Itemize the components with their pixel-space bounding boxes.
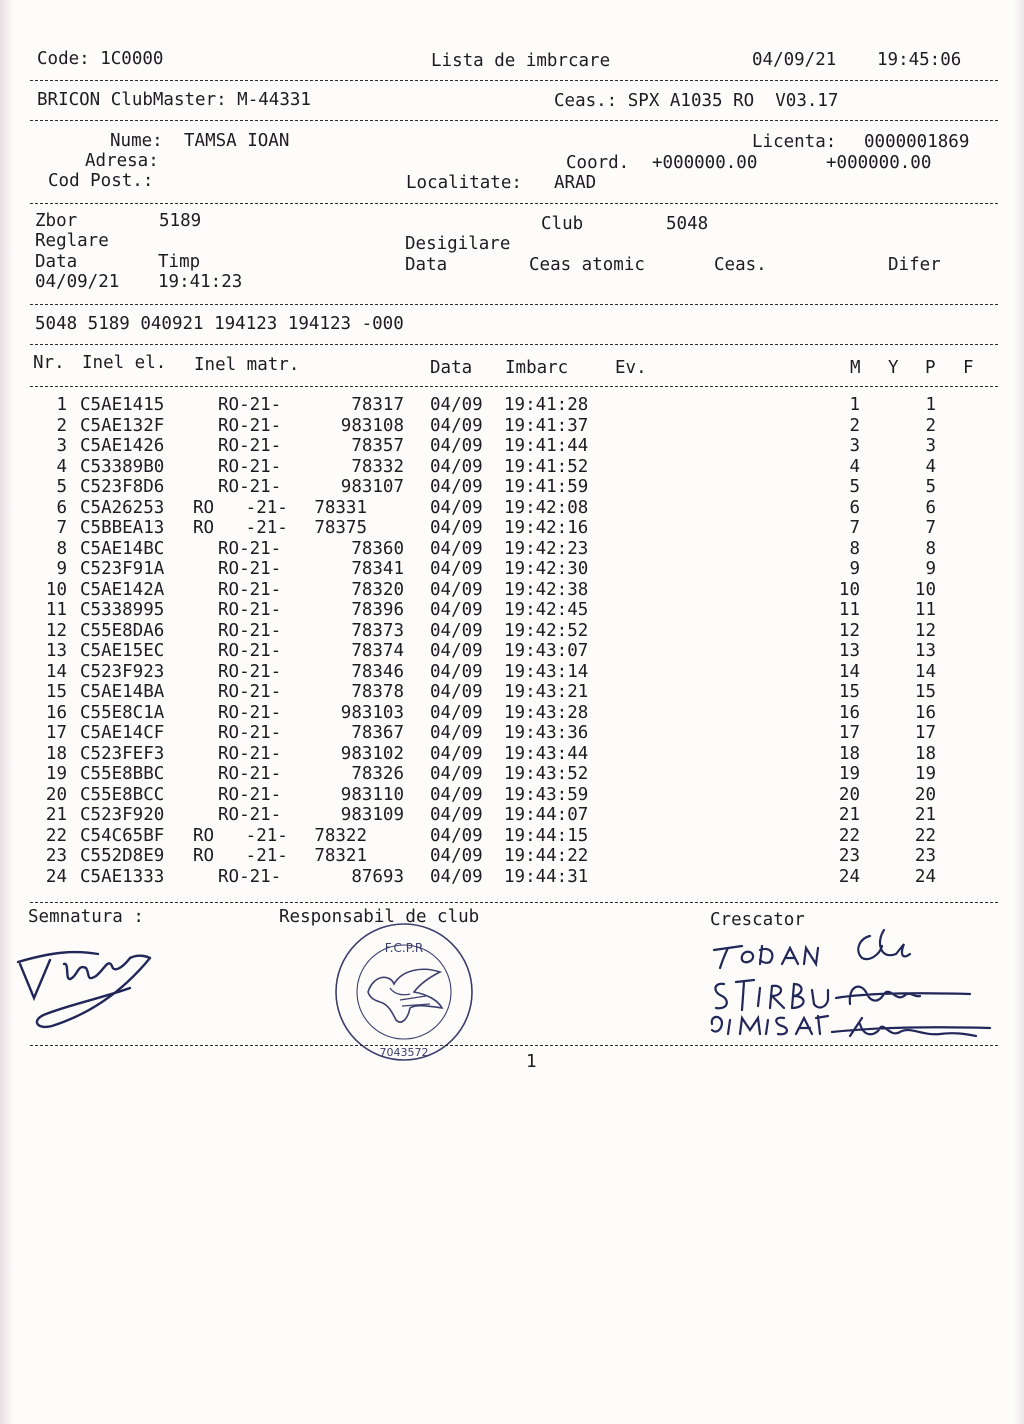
rank-m: 19 xyxy=(838,764,860,784)
arrival-time: 19:41:59 xyxy=(504,477,589,497)
electronic-ring: C5A26253 xyxy=(80,497,165,518)
arrival-date: 04/09 xyxy=(430,538,483,559)
row-number: 6 xyxy=(56,497,67,518)
col-data: Data xyxy=(430,358,473,378)
ring-prefix: RO-21- xyxy=(218,641,282,661)
row-number: 19 xyxy=(45,764,67,784)
arrival-time: 19:42:45 xyxy=(504,600,589,620)
ring-prefix: RO-21- xyxy=(218,805,282,825)
ring-number: 78346 xyxy=(351,661,404,682)
arrival-time: 19:43:14 xyxy=(504,661,589,682)
arrival-date: 04/09 xyxy=(430,579,483,600)
arrival-time: 19:44:15 xyxy=(504,825,589,846)
system-id: BRICON ClubMaster: M-44331 xyxy=(37,90,311,110)
rank-p: 24 xyxy=(914,866,936,887)
row-number: 11 xyxy=(45,600,67,620)
rank-m: 16 xyxy=(838,702,860,723)
rank-p: 20 xyxy=(914,784,936,805)
electronic-ring: C5AE14BC xyxy=(80,538,165,559)
rank-m: 9 xyxy=(849,559,860,579)
rank-m: 17 xyxy=(838,723,860,743)
arrival-time: 19:42:08 xyxy=(504,497,589,518)
unsealing-date-label: Data xyxy=(405,255,448,275)
ring-number: 78341 xyxy=(351,559,404,579)
arrival-time: 19:43:21 xyxy=(504,682,589,702)
code-label: Code: 1C0000 xyxy=(37,49,164,69)
arrival-time: 19:43:36 xyxy=(504,723,589,743)
electronic-ring: C523F91A xyxy=(80,559,165,579)
flight-number: 5189 xyxy=(159,211,202,231)
electronic-ring: C5AE1426 xyxy=(80,436,165,456)
row-number: 22 xyxy=(45,825,67,846)
locality-label: Localitate: xyxy=(406,173,522,193)
col-inel-el: Inel el. xyxy=(82,353,167,373)
divider xyxy=(30,80,998,81)
ring-number: 78373 xyxy=(351,620,404,641)
row-number: 8 xyxy=(56,538,67,559)
arrival-date: 04/09 xyxy=(430,846,483,866)
ring-prefix: RO-21- xyxy=(218,415,282,436)
license-number: 0000001869 xyxy=(864,132,970,152)
clock-label: Ceas. xyxy=(714,255,767,275)
electronic-ring: C5AE132F xyxy=(80,415,165,436)
electronic-ring: C5AE15EC xyxy=(80,641,165,661)
ring-prefix: RO-21- xyxy=(218,784,282,805)
print-time: 19:45:06 xyxy=(877,50,962,70)
print-date: 04/09/21 xyxy=(752,50,837,70)
rank-p: 14 xyxy=(914,661,936,682)
rank-m: 10 xyxy=(838,579,860,600)
rank-p: 5 xyxy=(925,477,936,497)
owner-name: TAMSA IOAN xyxy=(184,131,290,151)
rank-p: 10 xyxy=(914,579,936,600)
row-number: 17 xyxy=(45,723,67,743)
atomic-clock-label: Ceas atomic xyxy=(529,255,645,275)
arrival-time: 19:44:07 xyxy=(504,805,589,825)
arrival-date: 04/09 xyxy=(430,641,483,661)
rank-m: 24 xyxy=(838,866,860,887)
svg-text:7043572: 7043572 xyxy=(379,1046,429,1059)
col-nr: Nr. xyxy=(33,353,65,373)
locality-value: ARAD xyxy=(554,173,597,193)
arrival-date: 04/09 xyxy=(430,805,483,825)
breeder-label: Crescator xyxy=(710,910,805,930)
arrival-date: 04/09 xyxy=(430,395,483,415)
rank-p: 3 xyxy=(925,436,936,456)
arrival-time: 19:41:44 xyxy=(504,436,589,456)
ring-number: 78367 xyxy=(351,723,404,743)
arrival-date: 04/09 xyxy=(430,518,483,538)
ring-prefix: RO -21- xyxy=(193,518,288,538)
address-label: Adresa: xyxy=(85,151,159,171)
rank-p: 4 xyxy=(925,456,936,477)
arrival-date: 04/09 xyxy=(430,477,483,497)
page-number: 1 xyxy=(526,1052,537,1072)
rank-p: 22 xyxy=(914,825,936,846)
arrival-date: 04/09 xyxy=(430,866,483,887)
ring-prefix: RO-21- xyxy=(218,477,282,497)
divider xyxy=(30,344,998,345)
rank-m: 5 xyxy=(849,477,860,497)
ring-prefix: RO-21- xyxy=(218,579,282,600)
row-number: 23 xyxy=(45,846,67,866)
arrival-time: 19:42:52 xyxy=(504,620,589,641)
divider xyxy=(30,1045,998,1046)
license-label: Licenta: xyxy=(752,132,837,152)
row-number: 12 xyxy=(45,620,67,641)
electronic-ring: C523F920 xyxy=(80,805,165,825)
rank-m: 12 xyxy=(838,620,860,641)
row-number: 14 xyxy=(45,661,67,682)
arrival-time: 19:41:52 xyxy=(504,456,589,477)
arrival-date: 04/09 xyxy=(430,682,483,702)
arrival-date: 04/09 xyxy=(430,497,483,518)
row-number: 1 xyxy=(56,395,67,415)
ring-prefix: RO-21- xyxy=(218,456,282,477)
arrival-date: 04/09 xyxy=(430,600,483,620)
rank-m: 21 xyxy=(838,805,860,825)
ring-number: 78374 xyxy=(351,641,404,661)
ring-prefix: RO-21- xyxy=(218,620,282,641)
electronic-ring: C5338995 xyxy=(80,600,165,620)
arrival-time: 19:41:37 xyxy=(504,415,589,436)
date-label: Data xyxy=(35,252,78,272)
row-number: 16 xyxy=(45,702,67,723)
rank-p: 21 xyxy=(914,805,936,825)
rank-m: 22 xyxy=(838,825,860,846)
ring-prefix: RO-21- xyxy=(218,395,282,415)
col-ev: Ev. xyxy=(615,358,647,378)
document-title: Lista de imbrcare xyxy=(431,51,611,71)
ring-number: 78396 xyxy=(351,600,404,620)
col-y: Y xyxy=(888,358,899,378)
rank-p: 12 xyxy=(914,620,936,641)
arrival-date: 04/09 xyxy=(430,620,483,641)
arrival-date: 04/09 xyxy=(430,661,483,682)
club-number: 5048 xyxy=(666,214,709,234)
divider xyxy=(30,203,998,204)
ring-prefix: RO-21- xyxy=(218,559,282,579)
setting-label: Reglare xyxy=(35,231,109,251)
rank-m: 7 xyxy=(849,518,860,538)
ring-prefix: RO-21- xyxy=(218,723,282,743)
rank-m: 3 xyxy=(849,436,860,456)
rank-m: 8 xyxy=(849,538,860,559)
arrival-date: 04/09 xyxy=(430,743,483,764)
row-number: 5 xyxy=(56,477,67,497)
electronic-ring: C5AE1333 xyxy=(80,866,165,887)
ring-prefix: RO -21- xyxy=(193,497,288,518)
ring-number: 78375 xyxy=(314,518,367,538)
time-label: Timp xyxy=(158,252,201,272)
ring-number: 87693 xyxy=(351,866,404,887)
ring-number: 78321 xyxy=(314,846,367,866)
rank-p: 15 xyxy=(914,682,936,702)
arrival-time: 19:41:28 xyxy=(504,395,589,415)
electronic-ring: C5AE14CF xyxy=(80,723,165,743)
row-number: 10 xyxy=(45,579,67,600)
arrival-time: 19:43:07 xyxy=(504,641,589,661)
difference-label: Difer xyxy=(888,255,941,275)
arrival-date: 04/09 xyxy=(430,559,483,579)
col-f: F xyxy=(963,358,974,378)
arrival-time: 19:42:30 xyxy=(504,559,589,579)
ring-number: 983109 xyxy=(340,805,404,825)
signature-label: Semnatura : xyxy=(28,907,144,927)
coord-label: Coord. xyxy=(566,153,630,173)
club-label: Club xyxy=(541,214,584,234)
divider xyxy=(30,120,998,121)
ring-number: 983103 xyxy=(340,702,404,723)
arrival-time: 19:43:44 xyxy=(504,743,589,764)
club-responsible-label: Responsabil de club xyxy=(279,907,480,927)
ring-number: 983107 xyxy=(340,477,404,497)
electronic-ring: C5AE14BA xyxy=(80,682,165,702)
arrival-date: 04/09 xyxy=(430,456,483,477)
setting-time: 19:41:23 xyxy=(158,272,243,292)
row-number: 9 xyxy=(56,559,67,579)
ring-prefix: RO-21- xyxy=(218,764,282,784)
arrival-date: 04/09 xyxy=(430,723,483,743)
arrival-time: 19:43:28 xyxy=(504,702,589,723)
electronic-ring: C55E8BCC xyxy=(80,784,165,805)
ring-number: 78320 xyxy=(351,579,404,600)
ring-prefix: RO-21- xyxy=(218,600,282,620)
ring-prefix: RO-21- xyxy=(218,743,282,764)
rank-m: 20 xyxy=(838,784,860,805)
ring-prefix: RO-21- xyxy=(218,682,282,702)
row-number: 15 xyxy=(45,682,67,702)
electronic-ring: C523FEF3 xyxy=(80,743,165,764)
ring-prefix: RO -21- xyxy=(193,825,288,846)
rank-p: 19 xyxy=(914,764,936,784)
rank-p: 2 xyxy=(925,415,936,436)
rank-m: 4 xyxy=(849,456,860,477)
electronic-ring: C5BBEA13 xyxy=(80,518,165,538)
ring-number: 78326 xyxy=(351,764,404,784)
row-number: 21 xyxy=(45,805,67,825)
rank-m: 23 xyxy=(838,846,860,866)
ring-number: 78332 xyxy=(351,456,404,477)
breeder-signatures xyxy=(700,920,1000,1050)
row-number: 13 xyxy=(45,641,67,661)
rank-p: 9 xyxy=(925,559,936,579)
ring-number: 78360 xyxy=(351,538,404,559)
postcode-label: Cod Post.: xyxy=(48,171,154,191)
row-number: 7 xyxy=(56,518,67,538)
divider xyxy=(30,902,998,903)
row-number: 24 xyxy=(45,866,67,887)
rank-p: 11 xyxy=(914,600,936,620)
rank-m: 14 xyxy=(838,661,860,682)
owner-signature xyxy=(12,940,157,1035)
rank-p: 6 xyxy=(925,497,936,518)
arrival-time: 19:44:22 xyxy=(504,846,589,866)
rank-m: 2 xyxy=(849,415,860,436)
rank-m: 1 xyxy=(849,395,860,415)
electronic-ring: C55E8C1A xyxy=(80,702,165,723)
scan-edge-right xyxy=(1014,0,1024,1424)
electronic-ring: C523F8D6 xyxy=(80,477,165,497)
unsealing-label: Desigilare xyxy=(405,234,511,254)
ring-number: 78357 xyxy=(351,436,404,456)
electronic-ring: C53389B0 xyxy=(80,456,165,477)
divider xyxy=(30,304,998,305)
ring-prefix: RO-21- xyxy=(218,436,282,456)
row-number: 3 xyxy=(56,436,67,456)
rank-m: 18 xyxy=(838,743,860,764)
col-p: P xyxy=(925,358,936,378)
arrival-time: 19:42:38 xyxy=(504,579,589,600)
clock-id: Ceas.: SPX A1035 RO V03.17 xyxy=(554,91,839,111)
rank-p: 8 xyxy=(925,538,936,559)
ring-prefix: RO-21- xyxy=(218,702,282,723)
ring-number: 78378 xyxy=(351,682,404,702)
ring-prefix: RO-21- xyxy=(218,866,282,887)
arrival-date: 04/09 xyxy=(430,764,483,784)
setting-date: 04/09/21 xyxy=(35,272,120,292)
col-m: M xyxy=(850,358,861,378)
name-label: Nume: xyxy=(110,131,163,151)
rank-m: 13 xyxy=(838,641,860,661)
rank-p: 7 xyxy=(925,518,936,538)
col-imbarc: Imbarc xyxy=(505,358,569,378)
svg-text:F.C.P.R: F.C.P.R xyxy=(384,941,424,955)
row-number: 20 xyxy=(45,784,67,805)
arrival-time: 19:44:31 xyxy=(504,866,589,887)
electronic-ring: C5AE142A xyxy=(80,579,165,600)
row-number: 18 xyxy=(45,743,67,764)
ring-number: 983102 xyxy=(340,743,404,764)
rank-m: 11 xyxy=(838,600,860,620)
row-number: 4 xyxy=(56,456,67,477)
rank-p: 18 xyxy=(914,743,936,764)
divider xyxy=(30,386,998,387)
ring-number: 983110 xyxy=(340,784,404,805)
arrival-date: 04/09 xyxy=(430,784,483,805)
arrival-time: 19:42:16 xyxy=(504,518,589,538)
electronic-ring: C55E8BBC xyxy=(80,764,165,784)
arrival-time: 19:42:23 xyxy=(504,538,589,559)
ring-prefix: RO-21- xyxy=(218,661,282,682)
ring-prefix: RO-21- xyxy=(218,538,282,559)
rank-m: 15 xyxy=(838,682,860,702)
rank-p: 16 xyxy=(914,702,936,723)
arrival-date: 04/09 xyxy=(430,415,483,436)
electronic-ring: C54C65BF xyxy=(80,825,165,846)
flight-label: Zbor xyxy=(35,211,78,231)
coord-lon: +000000.00 xyxy=(826,153,932,173)
rank-p: 13 xyxy=(914,641,936,661)
col-inel-matr: Inel matr. xyxy=(194,355,300,375)
arrival-time: 19:43:59 xyxy=(504,784,589,805)
rank-p: 17 xyxy=(914,723,936,743)
code-line: 5048 5189 040921 194123 194123 -000 xyxy=(35,314,404,334)
row-number: 2 xyxy=(56,415,67,436)
ring-number: 78322 xyxy=(314,825,367,846)
ring-number: 983108 xyxy=(340,415,404,436)
rank-m: 6 xyxy=(849,497,860,518)
arrival-date: 04/09 xyxy=(430,436,483,456)
electronic-ring: C523F923 xyxy=(80,661,165,682)
coord-lat: +000000.00 xyxy=(652,153,758,173)
arrival-date: 04/09 xyxy=(430,825,483,846)
ring-prefix: RO -21- xyxy=(193,846,288,866)
ring-number: 78331 xyxy=(314,497,367,518)
arrival-date: 04/09 xyxy=(430,702,483,723)
electronic-ring: C55E8DA6 xyxy=(80,620,165,641)
arrival-time: 19:43:52 xyxy=(504,764,589,784)
rank-p: 23 xyxy=(914,846,936,866)
ring-number: 78317 xyxy=(351,395,404,415)
rank-p: 1 xyxy=(925,395,936,415)
electronic-ring: C5AE1415 xyxy=(80,395,165,415)
electronic-ring: C552D8E9 xyxy=(80,846,165,866)
